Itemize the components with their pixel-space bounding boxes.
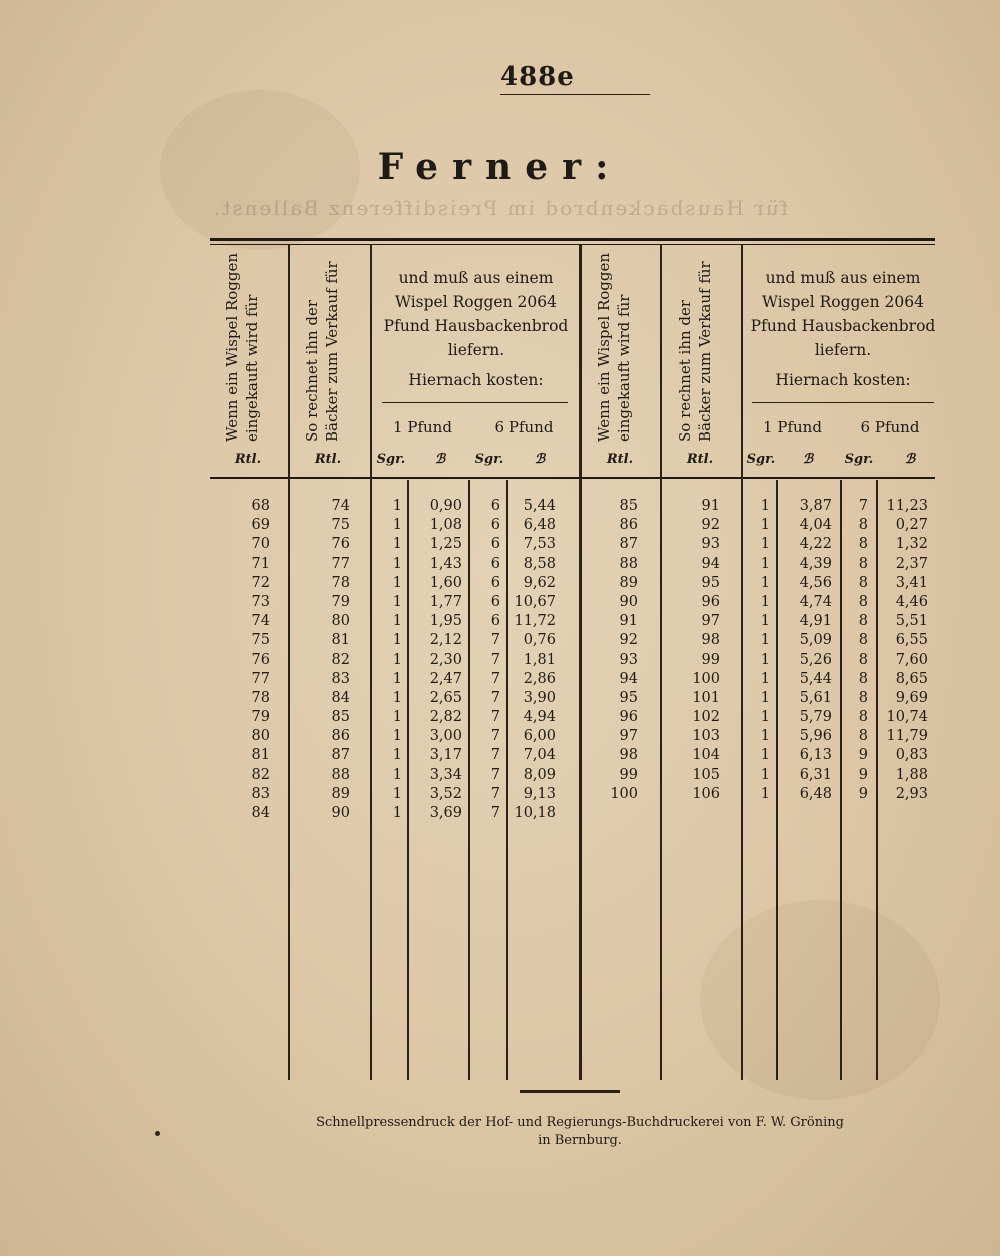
col-right-p1-pf <box>780 497 832 804</box>
paper-stain <box>700 900 940 1100</box>
table-cell: 1 <box>392 593 402 610</box>
table-cell: 97 <box>619 728 638 745</box>
table-cell: 6 <box>490 498 500 514</box>
table-cell: 7 <box>490 632 500 649</box>
header-verkauf: So rechnet ihn der Bäcker zum Verkauf für <box>303 261 341 442</box>
table-cell: 11,79 <box>886 728 928 745</box>
table-cell: 87 <box>331 747 350 764</box>
table-cell: 1,88 <box>895 766 928 783</box>
table-cell: 75 <box>251 632 270 649</box>
table-cell: 7 <box>490 728 500 745</box>
table-cell: 8 <box>858 709 868 726</box>
table-cell: 1 <box>392 670 402 687</box>
table-cell: 84 <box>251 805 270 821</box>
table-cell: 1 <box>392 613 402 630</box>
table-cell: 95 <box>701 574 720 591</box>
page-heading: Ferner: <box>377 146 623 188</box>
table-cell: 100 <box>610 785 638 802</box>
header-roggen: Wenn ein Wispel Roggen eingekauft wird für <box>223 252 261 442</box>
unit-sgr: Sgr. <box>746 452 776 467</box>
table-cell: 7 <box>490 670 500 687</box>
table-cell: 7 <box>490 785 500 802</box>
header-verkauf: So rechnet ihn der Bäcker zum Verkauf für <box>676 261 714 442</box>
table-cell: 10,67 <box>514 593 556 610</box>
table-cell: 1 <box>392 536 402 553</box>
table-cell: 73 <box>251 593 270 610</box>
column-divider <box>741 245 743 1080</box>
table-cell: 7 <box>490 689 500 706</box>
table-cell: 1 <box>760 613 770 630</box>
table-cell: 1 <box>392 517 402 534</box>
table-cell: 8 <box>858 670 868 687</box>
table-cell: 69 <box>251 517 270 534</box>
header-group: und muß aus einem Wispel Roggen 2064 Pfund Hausbackenbrod liefern. <box>750 269 936 359</box>
table-cell: 88 <box>619 555 638 572</box>
table-cell: 90 <box>619 593 638 610</box>
table-cell: 7 <box>490 651 500 668</box>
column-divider <box>407 480 409 1080</box>
table-cell: 85 <box>619 498 638 514</box>
unit-rtl: Rtl. <box>314 452 342 467</box>
table-cell: 2,93 <box>895 785 928 802</box>
header-hiernach: Hiernach kosten: <box>408 371 544 389</box>
table-cell: 91 <box>619 613 638 630</box>
table-cell: 93 <box>619 651 638 668</box>
table-cell: 2,12 <box>429 632 462 649</box>
bleed-through-text: für Hausbackenbrod im Preisdifferenz Ballenst. <box>211 196 789 220</box>
table-cell: 5,79 <box>799 709 832 726</box>
table-cell: 99 <box>701 651 720 668</box>
table-cell: 4,94 <box>523 709 556 726</box>
table-cell: 96 <box>619 709 638 726</box>
table-cell: 89 <box>619 574 638 591</box>
table-cell: 91 <box>701 498 720 514</box>
table-cell: 6 <box>490 613 500 630</box>
table-cell: 1,25 <box>429 536 462 553</box>
table-cell: 3,34 <box>429 766 462 783</box>
table-cell: 88 <box>331 766 350 783</box>
table-cell: 74 <box>251 613 270 630</box>
table-cell: 1 <box>760 689 770 706</box>
col-left-p6-pf <box>508 497 556 823</box>
table-cell: 79 <box>251 709 270 726</box>
table-cell: 3,00 <box>429 728 462 745</box>
table-cell: 106 <box>692 785 720 802</box>
table-cell: 3,90 <box>523 689 556 706</box>
table-cell: 6,55 <box>895 632 928 649</box>
table-cell: 1 <box>392 498 402 514</box>
table-cell: 0,83 <box>895 747 928 764</box>
table-cell: 0,27 <box>895 517 928 534</box>
table-cell: 4,56 <box>799 574 832 591</box>
table-cell: 94 <box>701 555 720 572</box>
header-one-pound: 1 Pfund <box>393 418 452 436</box>
table-cell: 6,31 <box>799 766 832 783</box>
unit-pf: ℬ <box>802 452 814 467</box>
header-group: und muß aus einem Wispel Roggen 2064 Pfund Hausbackenbrod liefern. <box>383 269 569 359</box>
table-cell: 2,65 <box>429 689 462 706</box>
table-cell: 1 <box>760 709 770 726</box>
table-cell: 7 <box>490 766 500 783</box>
table-cell: 1 <box>392 689 402 706</box>
table-cell: 3,52 <box>429 785 462 802</box>
table-cell: 8 <box>858 689 868 706</box>
table-cell: 5,96 <box>799 728 832 745</box>
table-cell: 7,04 <box>523 747 556 764</box>
column-divider <box>776 480 778 1080</box>
table-cell: 1 <box>760 555 770 572</box>
table-cell: 8 <box>858 728 868 745</box>
table-cell: 4,46 <box>895 593 928 610</box>
column-divider <box>660 245 662 1080</box>
table-cell: 1 <box>392 709 402 726</box>
table-cell: 4,39 <box>799 555 832 572</box>
table-cell: 9 <box>858 766 868 783</box>
table-cell: 6 <box>490 517 500 534</box>
table-cell: 1,08 <box>429 517 462 534</box>
col-right-verkauf <box>678 497 720 804</box>
unit-sgr: Sgr. <box>844 452 874 467</box>
table-cell: 1 <box>760 574 770 591</box>
table-cell: 1 <box>392 805 402 821</box>
table-cell: 7 <box>858 498 868 514</box>
table-cell: 8 <box>858 555 868 572</box>
table-cell: 9,62 <box>523 574 556 591</box>
closing-rule <box>520 1090 620 1093</box>
col-right-p1-sgr <box>746 497 770 804</box>
table-cell: 7,60 <box>895 651 928 668</box>
table-cell: 2,86 <box>523 670 556 687</box>
imprint-line-2: in Bernburg. <box>538 1133 622 1148</box>
table-cell: 4,04 <box>799 517 832 534</box>
table-cell: 9,69 <box>895 689 928 706</box>
table-cell: 78 <box>251 689 270 706</box>
table-cell: 81 <box>251 747 270 764</box>
unit-rtl: Rtl. <box>234 452 262 467</box>
table-cell: 77 <box>331 555 350 572</box>
col-left-p1-pf <box>410 497 462 823</box>
table-cell: 7 <box>490 805 500 821</box>
table-cell: 6,48 <box>799 785 832 802</box>
table-cell: 1 <box>760 498 770 514</box>
table-cell: 1 <box>760 747 770 764</box>
table-cell: 5,61 <box>799 689 832 706</box>
table-cell: 97 <box>701 613 720 630</box>
table-cell: 1,77 <box>429 593 462 610</box>
table-cell: 90 <box>331 805 350 821</box>
table-cell: 74 <box>331 498 350 514</box>
col-left-roggen <box>228 497 270 823</box>
table-cell: 92 <box>619 632 638 649</box>
table-cell: 6 <box>490 536 500 553</box>
table-cell: 8 <box>858 613 868 630</box>
table-cell: 75 <box>331 517 350 534</box>
table-cell: 1 <box>760 651 770 668</box>
table-cell: 10,18 <box>514 805 556 821</box>
table-cell: 100 <box>692 670 720 687</box>
table-cell: 1 <box>760 593 770 610</box>
table-cell: 86 <box>331 728 350 745</box>
table-cell: 1 <box>392 766 402 783</box>
table-cell: 105 <box>692 766 720 783</box>
table-cell: 8 <box>858 651 868 668</box>
table-cell: 1,95 <box>429 613 462 630</box>
column-divider <box>579 245 582 1080</box>
table-cell: 8 <box>858 593 868 610</box>
table-cell: 3,17 <box>429 747 462 764</box>
table-cell: 4,91 <box>799 613 832 630</box>
table-cell: 1 <box>392 747 402 764</box>
header-brace <box>752 402 934 411</box>
unit-rtl: Rtl. <box>606 452 634 467</box>
col-right-p6-sgr <box>844 497 868 804</box>
table-cell: 7 <box>490 747 500 764</box>
table-cell: 94 <box>619 670 638 687</box>
table-cell: 1 <box>392 574 402 591</box>
table-cell: 9,13 <box>523 785 556 802</box>
table-cell: 5,09 <box>799 632 832 649</box>
table-cell: 3,87 <box>799 498 832 514</box>
table-cell: 6,48 <box>523 517 556 534</box>
page-number: 488e <box>500 62 650 95</box>
table-cell: 5,26 <box>799 651 832 668</box>
table-cell: 1 <box>760 785 770 802</box>
table-cell: 104 <box>692 747 720 764</box>
table-cell: 7 <box>490 709 500 726</box>
header-roggen: Wenn ein Wispel Roggen eingekauft wird für <box>595 252 633 442</box>
table-top-rule-thin <box>210 244 935 245</box>
table-cell: 1 <box>760 536 770 553</box>
table-cell: 11,72 <box>514 613 556 630</box>
table-cell: 5,51 <box>895 613 928 630</box>
table-cell: 8,65 <box>895 670 928 687</box>
table-cell: 1 <box>760 728 770 745</box>
column-divider <box>468 480 470 1080</box>
table-cell: 83 <box>251 785 270 802</box>
table-cell: 1 <box>392 632 402 649</box>
table-cell: 82 <box>251 766 270 783</box>
table-cell: 103 <box>692 728 720 745</box>
table-cell: 76 <box>251 651 270 668</box>
table-cell: 11,23 <box>886 498 928 514</box>
table-cell: 76 <box>331 536 350 553</box>
table-cell: 71 <box>251 555 270 572</box>
table-cell: 1,60 <box>429 574 462 591</box>
table-cell: 1 <box>760 517 770 534</box>
table-cell: 79 <box>331 593 350 610</box>
table-cell: 1 <box>392 555 402 572</box>
table-cell: 8 <box>858 632 868 649</box>
table-cell: 10,74 <box>886 709 928 726</box>
col-left-p6-sgr <box>472 497 500 823</box>
imprint-line-1: Schnellpressendruck der Hof- und Regierungs-Buchdruckerei von F. W. Gröning <box>316 1115 844 1130</box>
table-cell: 82 <box>331 651 350 668</box>
table-cell: 6,13 <box>799 747 832 764</box>
table-cell: 98 <box>701 632 720 649</box>
table-cell: 8 <box>858 574 868 591</box>
table-cell: 78 <box>331 574 350 591</box>
table-cell: 93 <box>701 536 720 553</box>
table-cell: 95 <box>619 689 638 706</box>
table-top-rule <box>210 238 935 241</box>
table-cell: 2,82 <box>429 709 462 726</box>
unit-pf: ℬ <box>434 452 446 467</box>
table-cell: 6 <box>490 593 500 610</box>
table-cell: 0,90 <box>429 498 462 514</box>
table-cell: 1 <box>392 728 402 745</box>
table-cell: 84 <box>331 689 350 706</box>
table-cell: 1,81 <box>523 651 556 668</box>
header-hiernach: Hiernach kosten: <box>775 371 911 389</box>
table-cell: 1,32 <box>895 536 928 553</box>
table-cell: 86 <box>619 517 638 534</box>
col-left-p1-sgr <box>375 497 402 823</box>
table-cell: 2,30 <box>429 651 462 668</box>
unit-sgr: Sgr. <box>474 452 504 467</box>
header-six-pound: 6 Pfund <box>494 418 554 436</box>
table-cell: 8,58 <box>523 555 556 572</box>
table-cell: 101 <box>692 689 720 706</box>
table-cell: 99 <box>619 766 638 783</box>
col-right-roggen <box>598 497 638 804</box>
table-cell: 6,00 <box>523 728 556 745</box>
table-cell: 8 <box>858 536 868 553</box>
table-cell: 6 <box>490 555 500 572</box>
column-divider <box>370 245 372 1080</box>
table-cell: 1 <box>760 670 770 687</box>
table-cell: 85 <box>331 709 350 726</box>
table-cell: 4,74 <box>799 593 832 610</box>
table-cell: 3,41 <box>895 574 928 591</box>
table-cell: 0,76 <box>523 632 556 649</box>
table-cell: 9 <box>858 747 868 764</box>
table-cell: 1,43 <box>429 555 462 572</box>
col-left-verkauf <box>308 497 350 823</box>
table-cell: 4,22 <box>799 536 832 553</box>
table-cell: 9 <box>858 785 868 802</box>
table-cell: 8,09 <box>523 766 556 783</box>
table-cell: 3,69 <box>429 805 462 821</box>
unit-rtl: Rtl. <box>686 452 714 467</box>
table-cell: 72 <box>251 574 270 591</box>
table-cell: 6 <box>490 574 500 591</box>
table-cell: 8 <box>858 517 868 534</box>
header-one-pound: 1 Pfund <box>763 418 822 436</box>
unit-pf: ℬ <box>534 452 546 467</box>
table-cell: 2,37 <box>895 555 928 572</box>
table-cell: 1 <box>760 632 770 649</box>
table-cell: 98 <box>619 747 638 764</box>
table-cell: 1 <box>392 651 402 668</box>
col-right-p6-pf <box>878 497 928 804</box>
table-cell: 80 <box>331 613 350 630</box>
table-cell: 102 <box>692 709 720 726</box>
table-cell: 96 <box>701 593 720 610</box>
table-cell: 1 <box>392 785 402 802</box>
header-brace <box>382 402 568 411</box>
table-cell: 7,53 <box>523 536 556 553</box>
table-cell: 2,47 <box>429 670 462 687</box>
unit-sgr: Sgr. <box>376 452 406 467</box>
table-cell: 83 <box>331 670 350 687</box>
table-cell: 68 <box>251 498 270 514</box>
table-cell: 5,44 <box>523 498 556 514</box>
unit-pf: ℬ <box>904 452 916 467</box>
printer-imprint <box>300 1114 860 1150</box>
header-six-pound: 6 Pfund <box>860 418 920 436</box>
table-cell: 81 <box>331 632 350 649</box>
column-divider <box>288 245 290 1080</box>
column-divider <box>840 480 842 1080</box>
table-cell: 80 <box>251 728 270 745</box>
table-cell: 87 <box>619 536 638 553</box>
table-cell: 5,44 <box>799 670 832 687</box>
table-cell: 77 <box>251 670 270 687</box>
table-cell: 92 <box>701 517 720 534</box>
table-cell: 1 <box>760 766 770 783</box>
ink-dot <box>155 1131 160 1136</box>
table-header-rule <box>210 477 935 479</box>
table-cell: 70 <box>251 536 270 553</box>
table-cell: 89 <box>331 785 350 802</box>
